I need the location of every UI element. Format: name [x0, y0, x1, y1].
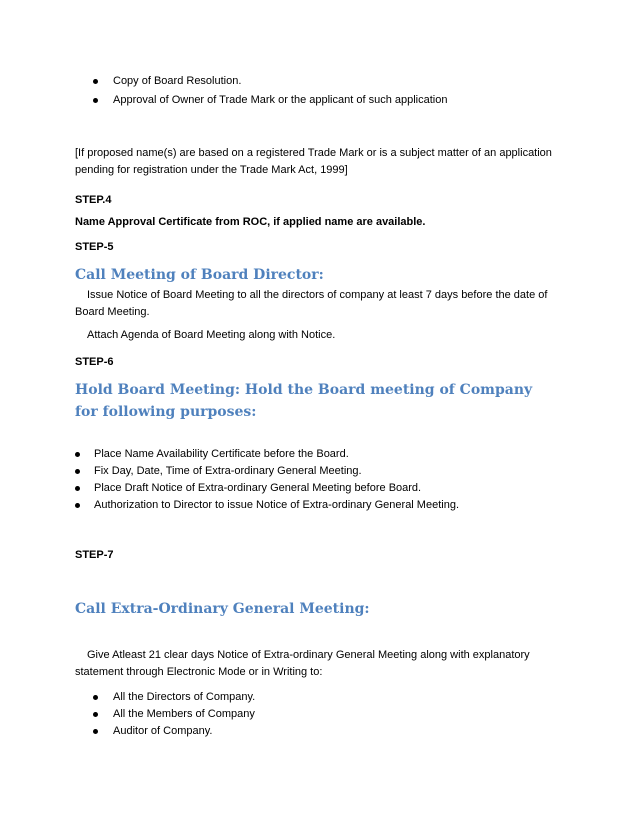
- step5-para1: Issue Notice of Board Meeting to all the directors of company at least 7 days before the date of Board Meeting.: [75, 289, 548, 318]
- list-item: Approval of Owner of Trade Mark or the applicant of such application: [113, 94, 448, 106]
- bullet-icon: [93, 712, 98, 717]
- bullet-icon: [93, 695, 98, 700]
- list-item: Copy of Board Resolution.: [113, 75, 242, 87]
- step7-para: Give Atleast 21 clear days Notice of Extra-ordinary General Meeting along with explanatory statement through Electronic Mode or in Writing to:: [75, 649, 530, 678]
- step7-heading: Call Extra-Ordinary General Meeting:: [75, 601, 370, 617]
- list-item: Authorization to Director to issue Notice of Extra-ordinary General Meeting.: [94, 499, 459, 511]
- step4-label: STEP.4: [75, 194, 112, 206]
- list-item: All the Members of Company: [113, 708, 255, 720]
- list-item: All the Directors of Company.: [113, 691, 256, 703]
- bullet-icon: [75, 486, 80, 491]
- list-item: Place Draft Notice of Extra-ordinary General Meeting before Board.: [94, 482, 422, 494]
- step4-text: Name Approval Certificate from ROC, if applied name are available.: [75, 216, 426, 228]
- list-item: Fix Day, Date, Time of Extra-ordinary General Meeting.: [94, 465, 362, 477]
- bullet-icon: [93, 98, 98, 103]
- step6-heading: Hold Board Meeting: Hold the Board meeting of Company for following purposes:: [75, 382, 533, 420]
- trade-mark-note: [If proposed name(s) are based on a registered Trade Mark or is a subject matter of an application pending for registration under the Trade Mark Act, 1999]: [75, 147, 552, 176]
- bullet-icon: [75, 469, 80, 474]
- bullet-icon: [75, 503, 80, 508]
- bullet-icon: [93, 79, 98, 84]
- bullet-icon: [93, 729, 98, 734]
- step5-label: STEP-5: [75, 241, 114, 253]
- step5-heading: Call Meeting of Board Director:: [75, 267, 324, 283]
- list-item: Place Name Availability Certificate before the Board.: [94, 448, 349, 460]
- step6-label: STEP-6: [75, 356, 114, 368]
- bullet-icon: [75, 452, 80, 457]
- step5-para2: Attach Agenda of Board Meeting along with Notice.: [87, 329, 336, 341]
- step7-label: STEP-7: [75, 549, 114, 561]
- list-item: Auditor of Company.: [113, 725, 213, 737]
